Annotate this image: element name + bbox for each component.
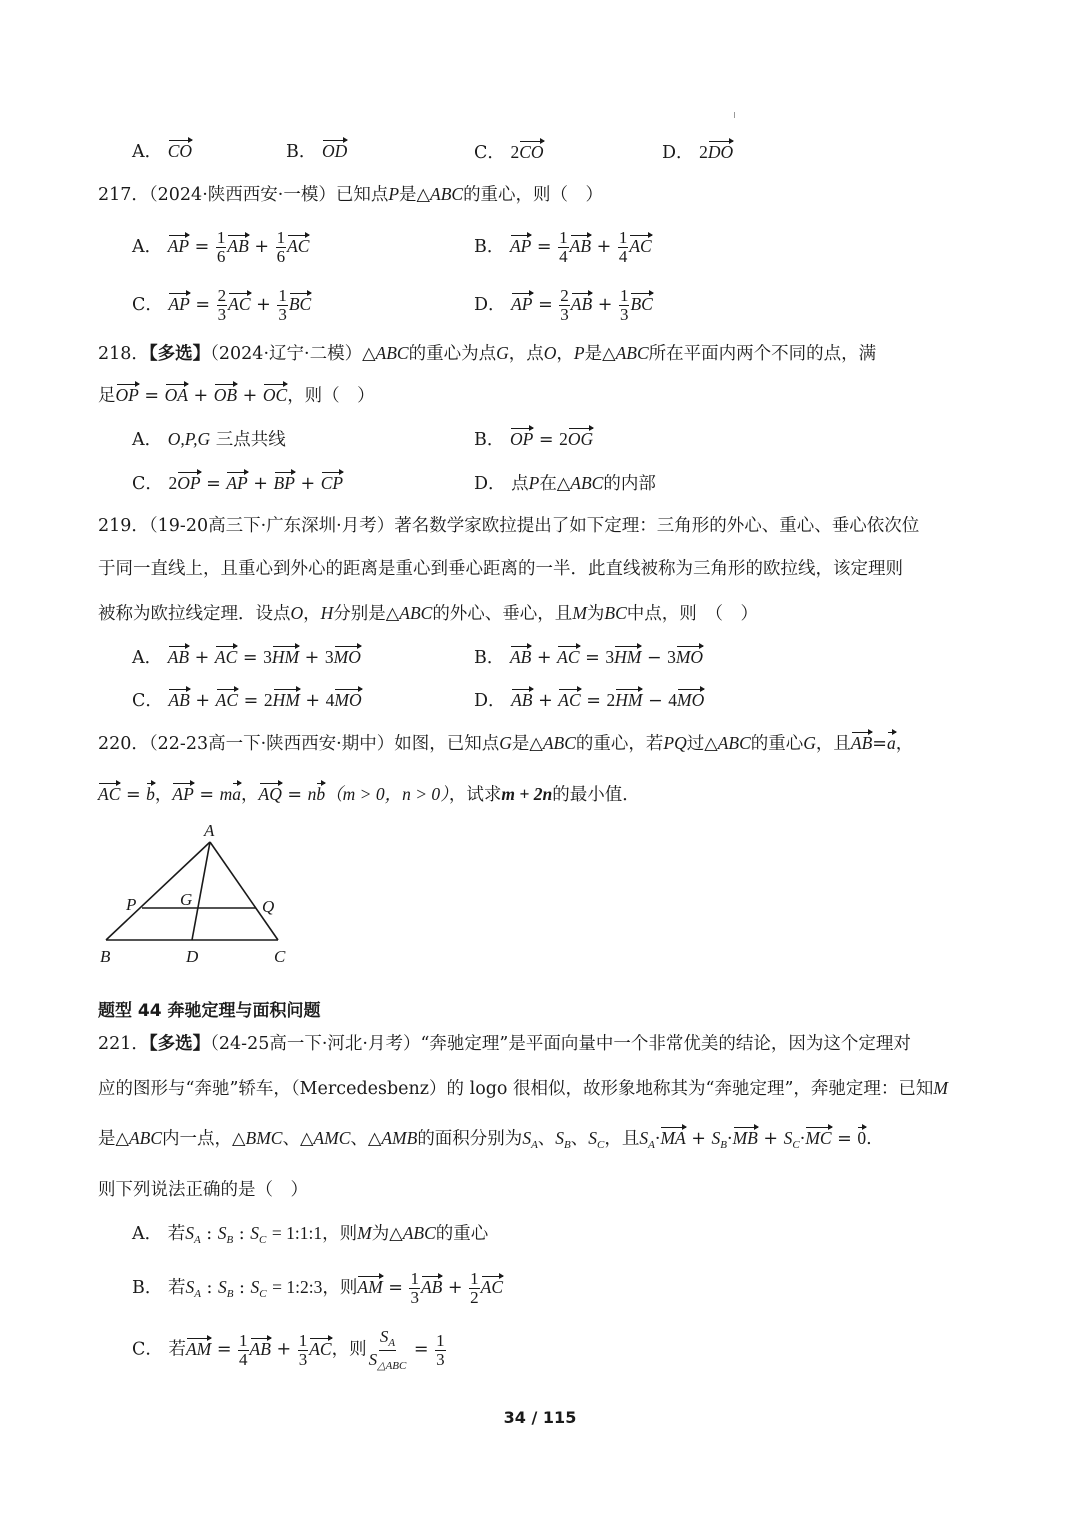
scan-mark bbox=[734, 112, 735, 118]
page-number: 34 / 115 bbox=[503, 1408, 577, 1427]
q217-option-c: C． AP = $\frac{2}{3}$ AC + $\frac{1}{3}$ BC bbox=[132, 286, 312, 324]
q220-stem-line1: 220．（22-23高一下·陕西西安·期中）如图，已知点G是△ABC的重心，若PQ过△ABC的重心G，且AB=a， bbox=[98, 733, 914, 754]
label-d: D bbox=[186, 947, 199, 966]
q221-option-c: C． 若AM = $\frac{1}{4}$ AB + $\frac{1}{3}$ AC，则 $S_A$ $S_{\triangle ABC}$ = $\frac{1}{3}$ bbox=[132, 1327, 445, 1372]
q216-option-c: C． 2CO bbox=[474, 142, 544, 163]
label-p: P bbox=[126, 895, 137, 914]
q221-option-b: B． 若$S_A$ : $S_B$ : $S_C$ = 1:2:3，则AM = $\frac{1}{3}$ AB + $\frac{1}{2}$ AC bbox=[132, 1269, 504, 1307]
q219-option-c: C． AB + AC = 2HM + 4MO bbox=[132, 690, 362, 711]
q221-stem-line3: 是△ABC内一点，△BMC、△AMC、△AMB的面积分别为$S_A$、$S_B$、$S_C$，且$S_A\cdot MA + S_B\cdot MB + S_C\cdot MC = 0$. bbox=[98, 1128, 872, 1151]
label-c: C bbox=[274, 947, 286, 966]
label-a: A bbox=[204, 821, 215, 840]
q217-stem: 217．（2024·陕西西安·一模）已知点P是△ABC的重心，则（ ） bbox=[98, 184, 604, 205]
q218-option-a: A． O,P,G 三点共线 bbox=[132, 429, 286, 450]
q221-stem-line2: 应的图形与“奔驰”轿车，（Mercedesbenz）的 logo 很相似，故形象地称其为“奔驰定理”，奔驰定理：已知M bbox=[98, 1078, 948, 1099]
triangle-side-ac bbox=[210, 842, 278, 940]
section-heading: 题型 44 奔驰定理与面积问题 bbox=[98, 1001, 321, 1021]
q221-stem-line1: 221．【多选】（24-25高一下·河北·月考）“奔驰定理”是平面向量中一个非常优美的结论，因为这个定理对 bbox=[98, 1034, 911, 1054]
q219-stem-line3: 被称为欧拉线定理．设点O，H分别是△ABC的外心、垂心，且M为BC中点，则 （ ） bbox=[98, 603, 759, 624]
q219-option-a: A． AB + AC = 3HM + 3MO bbox=[132, 647, 361, 668]
q218-stem-line1: 218．【多选】（2024·辽宁·二模）△ABC的重心为点G，点O，P是△ABC所在平面内两个不同的点，满 bbox=[98, 343, 877, 364]
q219-stem-line1: 219．（19-20高三下·广东深圳·月考）著名数学家欧拉提出了如下定理：三角形的外心、重心、垂心依次位 bbox=[98, 516, 920, 536]
q218-option-b: B． OP = 2OG bbox=[474, 429, 594, 450]
q218-option-d: D． 点P在△ABC的内部 bbox=[474, 473, 656, 494]
q216-option-b: B． OD bbox=[286, 141, 348, 162]
label-b: B bbox=[100, 947, 111, 966]
q219-stem-line2: 于同一直线上，且重心到外心的距离是重心到垂心距离的一半．此直线被称为三角形的欧拉线，该定理则 bbox=[98, 559, 903, 579]
q217-option-d: D． AP = $\frac{2}{3}$ AB + $\frac{1}{3}$ BC bbox=[474, 286, 653, 324]
q217-option-a: A． AP = $\frac{1}{6}$ AB + $\frac{1}{6}$ AC bbox=[132, 228, 310, 266]
q220-stem-line2: AC = b，AP = ma，AQ = nb（m > 0，n > 0），试求m + 2n的最小值． bbox=[98, 784, 640, 805]
q216-option-d: D． 2DO bbox=[662, 142, 734, 163]
q221-option-a: A． 若$S_A$ : $S_B$ : $S_C$ = 1:1:1，则M为△ABC的重心 bbox=[132, 1223, 489, 1246]
q219-option-d: D． AB + AC = 2HM − 4MO bbox=[474, 690, 705, 711]
q220-triangle-figure bbox=[90, 818, 310, 970]
q221-stem-line4: 则下列说法正确的是（ ） bbox=[98, 1180, 308, 1200]
q218-option-c: C． 2OP = AP + BP + CP bbox=[132, 473, 344, 494]
q217-option-b: B． AP = $\frac{1}{4}$ AB + $\frac{1}{4}$ AC bbox=[474, 228, 652, 266]
label-g: G bbox=[180, 890, 193, 909]
q218-stem-line2: 足OP = OA + OB + OC，则（ ） bbox=[98, 385, 375, 406]
label-q: Q bbox=[262, 897, 275, 916]
q216-option-a: A． CO bbox=[132, 141, 193, 162]
q219-option-b: B． AB + AC = 3HM − 3MO bbox=[474, 647, 704, 668]
